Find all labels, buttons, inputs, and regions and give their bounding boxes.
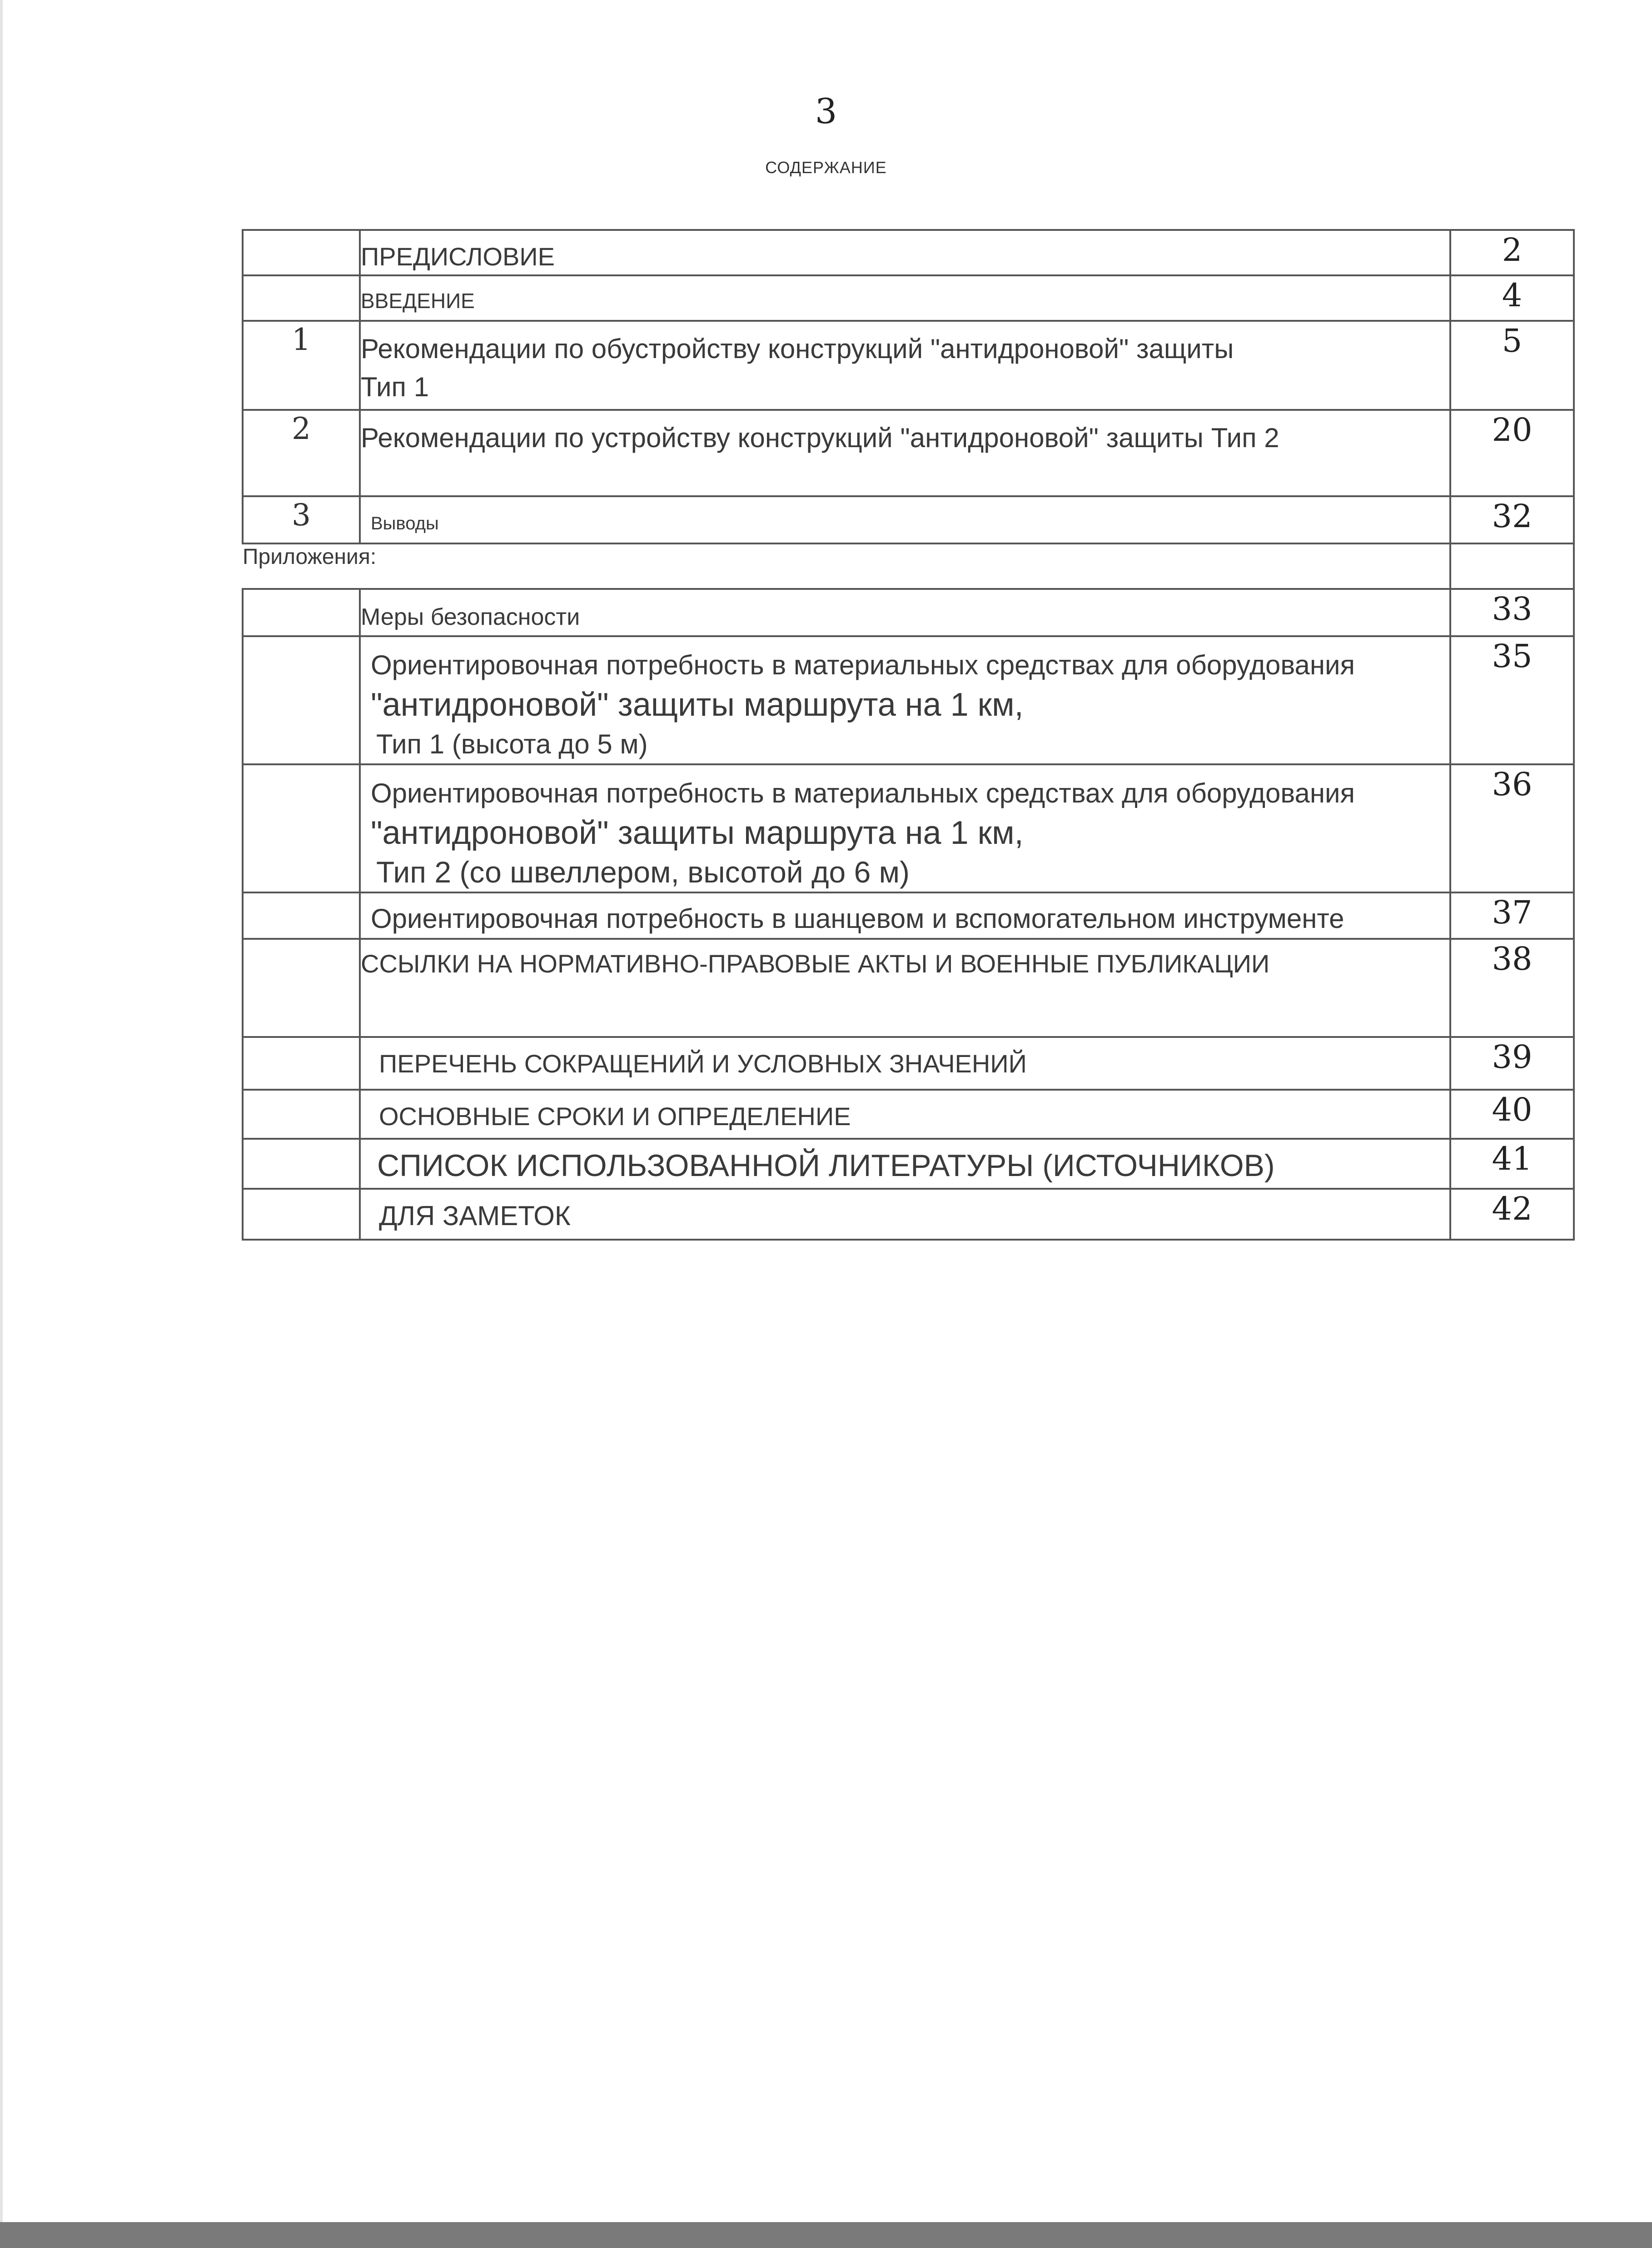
toc-row-number (243, 892, 360, 939)
toc-row-title: ПРЕДИСЛОВИЕ (360, 230, 1450, 275)
toc-row-page: 35 (1450, 636, 1574, 764)
toc-row-title (360, 764, 1450, 892)
toc-row-appendix (243, 764, 1574, 892)
toc-row-page: 37 (1450, 892, 1574, 939)
toc-row-appendix (243, 939, 1574, 1037)
toc-row-page: 39 (1450, 1037, 1574, 1090)
toc-row-number (243, 636, 360, 764)
toc-row-title: ОСНОВНЫЕ СРОКИ И ОПРЕДЕЛЕНИЕ (360, 1090, 1450, 1139)
toc-row-title (360, 636, 1450, 764)
toc-row-introduction (243, 275, 1574, 321)
table-of-contents (242, 229, 1575, 1241)
toc-row-title: ПЕРЕЧЕНЬ СОКРАЩЕНИЙ И УСЛОВНЫХ ЗНАЧЕНИЙ (360, 1037, 1450, 1090)
toc-row-section-2 (243, 410, 1574, 496)
toc-row-title-line: Тип 2 (со швеллером, высотой до 6 м) (376, 855, 910, 889)
toc-row-page: 4 (1450, 275, 1574, 321)
toc-row-appendix (243, 1090, 1574, 1139)
toc-row-title: Меры безопасности (360, 589, 1450, 636)
toc-row-page: 40 (1450, 1090, 1574, 1139)
toc-row-title: СПИСОК ИСПОЛЬЗОВАННОЙ ЛИТЕРАТУРЫ (ИСТОЧНИКОВ) (360, 1139, 1450, 1188)
toc-row-number (243, 1139, 360, 1188)
toc-row-title-line: "антидроновой" защиты маршрута на 1 км, (371, 815, 1024, 852)
toc-row-appendix (243, 1139, 1574, 1188)
toc-row-page: 32 (1450, 496, 1574, 543)
toc-row-number: 1 (243, 321, 360, 410)
toc-row-appendix (243, 1037, 1574, 1090)
toc-row-page: 42 (1450, 1189, 1574, 1240)
toc-row-number: 2 (243, 410, 360, 496)
toc-row-page: 41 (1450, 1139, 1574, 1188)
toc-row-title-line: Тип 1 (361, 372, 429, 403)
appendix-label: Приложения: (243, 543, 1450, 589)
toc-row-number (243, 589, 360, 636)
toc-row-page: 20 (1450, 410, 1574, 496)
toc-row-number (243, 230, 360, 275)
toc-row-appendix (243, 892, 1574, 939)
toc-row-page (1450, 543, 1574, 589)
toc-row-number (243, 1090, 360, 1139)
scan-left-edge (0, 0, 3, 2222)
toc-row-title: Рекомендации по устройству конструкций "антидроновой" защиты Тип 2 (360, 410, 1450, 496)
toc-row-appendix (243, 1189, 1574, 1240)
toc-row-title: ДЛЯ ЗАМЕТОК (360, 1189, 1450, 1240)
toc-row-page: 36 (1450, 764, 1574, 892)
contents-title: СОДЕРЖАНИЕ (765, 158, 887, 177)
toc-row-number (243, 764, 360, 892)
page-number: 3 (815, 91, 837, 131)
toc-row-title: ССЫЛКИ НА НОРМАТИВНО-ПРАВОВЫЕ АКТЫ И ВОЕННЫЕ ПУБЛИКАЦИИ (360, 939, 1450, 1037)
toc-row-page: 5 (1450, 321, 1574, 410)
toc-row-page: 38 (1450, 939, 1574, 1037)
toc-row-title: ВВЕДЕНИЕ (360, 275, 1450, 321)
toc-row-title: Ориентировочная потребность в шанцевом и вспомогательном инструменте (360, 892, 1450, 939)
toc-row-title-line: Рекомендации по обустройству конструкций "антидроновой" защиты (361, 334, 1234, 364)
toc-row-title (360, 321, 1450, 410)
toc-row-page: 2 (1450, 230, 1574, 275)
toc-row-section-3 (243, 496, 1574, 543)
toc-row-title-line: Ориентировочная потребность в материальных средствах для оборудования (371, 778, 1355, 809)
toc-row-number (243, 939, 360, 1037)
toc-row-appendix (243, 589, 1574, 636)
toc-row-page: 33 (1450, 589, 1574, 636)
toc-row-number (243, 1037, 360, 1090)
toc-row-title-line: "антидроновой" защиты маршрута на 1 км, (371, 687, 1024, 723)
toc-row-title-line: Тип 1 (высота до 5 м) (376, 729, 648, 760)
toc-row-appendix (243, 636, 1574, 764)
toc-row-number: 3 (243, 496, 360, 543)
toc-row-appendix-header (243, 543, 1574, 589)
toc-row-title: Выводы (360, 496, 1450, 543)
scan-bottom-band (0, 2222, 1652, 2248)
toc-row-preface (243, 230, 1574, 275)
toc-row-number (243, 1189, 360, 1240)
toc-row-section-1 (243, 321, 1574, 410)
toc-row-title-line: Ориентировочная потребность в материальных средствах для оборудования (371, 650, 1355, 681)
toc-row-number (243, 275, 360, 321)
